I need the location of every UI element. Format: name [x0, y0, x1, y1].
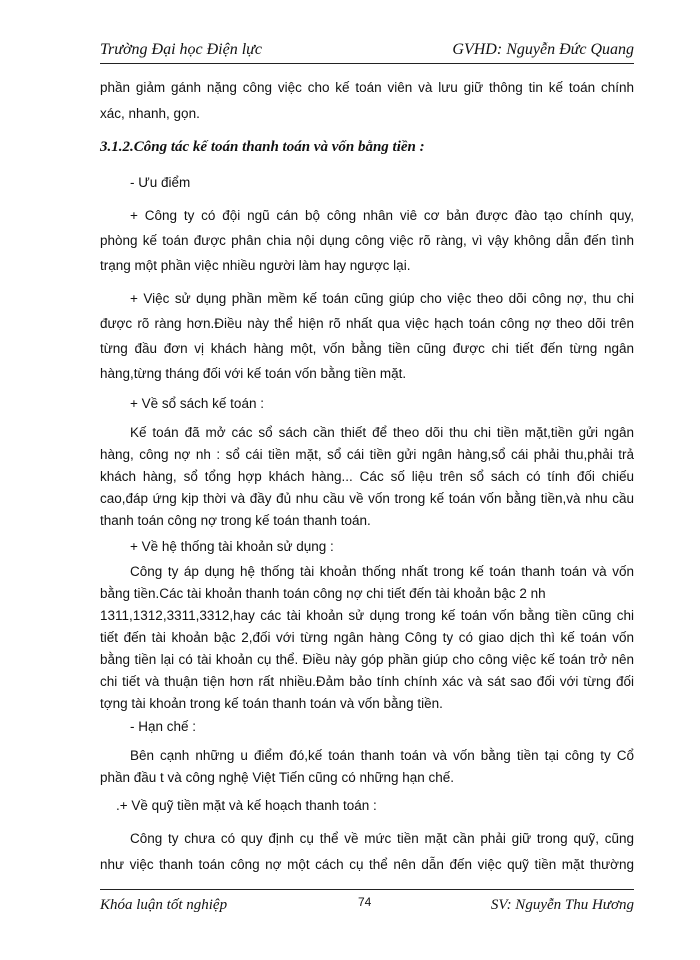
footer-document-type: Khóa luận tốt nghiệp: [100, 897, 228, 913]
header-supervisor: GVHD: Nguyễn Đức Quang: [452, 41, 634, 58]
paragraph-line: được rõ ràng hơn.Điều này thể hiện rõ nhất qua việc hạch toán công nợ theo dõi trên: [100, 316, 634, 331]
paragraph-line: khách hàng, sổ tổng hợp khách hàng... Các số liệu trên sổ sách có tính đối chiếu: [100, 469, 634, 484]
paragraph-line: tợng tài khoản trong kế toán thanh toán và vốn bằng tiền.: [100, 696, 443, 711]
footer-divider: [100, 889, 634, 890]
paragraph-line: cao,đáp ứng kịp thời và đầy đủ nhu cầu về vốn trong kế toán vốn bằng tiền,và nhu cầu: [100, 491, 634, 506]
paragraph-line: - Hạn chế :: [130, 719, 197, 734]
paragraph-line: tiết đến tài khoản bậc 2,đối với từng ngân hàng Công ty có giao dịch thì kế toán vốn: [100, 630, 634, 645]
paragraph-line: xác, nhanh, gọn.: [100, 106, 200, 121]
paragraph-line: - Ưu điểm: [130, 175, 191, 190]
paragraph-line: + Công ty có đội ngũ cán bộ công nhân viê cơ bản được đào tạo chính quy,: [130, 208, 634, 223]
paragraph-line: + Về sổ sách kế toán :: [130, 396, 264, 411]
paragraph-line: Công ty áp dụng hệ thống tài khoản thống nhất trong kế toán thanh toán và vốn: [130, 564, 634, 579]
footer-student: SV: Nguyễn Thu Hương: [490, 897, 634, 913]
paragraph-line: Bên cạnh những u điểm đó,kế toán thanh toán và vốn bằng tiền tại công ty Cổ: [130, 748, 634, 763]
paragraph-line: 1311,1312,3311,3312,hay các tài khoản sử dụng trong kế toán vốn bằng tiền cũng chi: [100, 608, 634, 623]
page-header: [100, 37, 634, 63]
paragraph-line: trạng một phần việc nhiều người làm hay ngược lại.: [100, 258, 411, 273]
section-heading: 3.1.2.Công tác kế toán thanh toán và vốn bằng tiền :: [100, 139, 425, 155]
paragraph-line: chi tiết và thuận tiện hơn rất nhiều.Đảm bảo tính chính xác và sát sao đối với từng đối: [100, 674, 634, 689]
paragraph-line: hàng,từng tháng đối với kế toán vốn bằng tiền mặt.: [100, 366, 407, 381]
paragraph-line: phần đầu t và công nghệ Việt Tiến cũng có những hạn chế.: [100, 770, 455, 785]
page-footer: [100, 897, 634, 921]
paragraph-line: Kế toán đã mở các sổ sách cần thiết để theo dõi thu chi tiền mặt,tiền gửi ngân: [130, 425, 634, 440]
paragraph-line: + Việc sử dụng phần mềm kế toán cũng giúp cho việc theo dõi công nợ, thu chi: [130, 291, 634, 306]
paragraph-line: phòng kế toán được phân chia nội dụng công việc rõ ràng, vì vậy không dẫn đến tình: [100, 233, 634, 248]
paragraph-line: bằng tiền lại có tài khoản cụ thể. Điều này góp phần giúp cho công việc kế toán trở nên: [100, 652, 634, 667]
paragraph-line: bằng tiền.Các tài khoản thanh toán công nợ chi tiết đến tài khoản bậc 2 nh: [100, 586, 546, 601]
paragraph-line: Công ty chưa có quy định cụ thể về mức tiền mặt cần phải giữ trong quỹ, cũng: [130, 831, 634, 846]
paragraph-line: thanh toán công nợ trong kế toán thanh toán.: [100, 513, 371, 528]
paragraph-line: hàng, công nợ nh : sổ cái tiền mặt, sổ cái tiền gửi ngân hàng,sổ cái phải thu,phải trả: [100, 447, 634, 462]
paragraph-line: .+ Về quỹ tiền mặt và kế hoạch thanh toán :: [116, 798, 377, 813]
header-school: Trường Đại học Điện lực: [100, 41, 262, 58]
page-number: 74: [358, 895, 372, 909]
header-divider: [100, 63, 634, 64]
paragraph-line: phần giảm gánh nặng công việc cho kế toán viên và lưu giữ thông tin kế toán chính: [100, 80, 634, 95]
paragraph-line: + Về hệ thống tài khoản sử dụng :: [130, 539, 334, 554]
paragraph-line: như việc thanh toán công nợ một cách cụ thể nên dẫn đến việc quỹ tiền mặt thường: [100, 857, 634, 872]
paragraph-line: từng đầu đơn vị khách hàng một, vốn bằng tiền cũng được chi tiết đến từng ngân: [100, 341, 634, 356]
